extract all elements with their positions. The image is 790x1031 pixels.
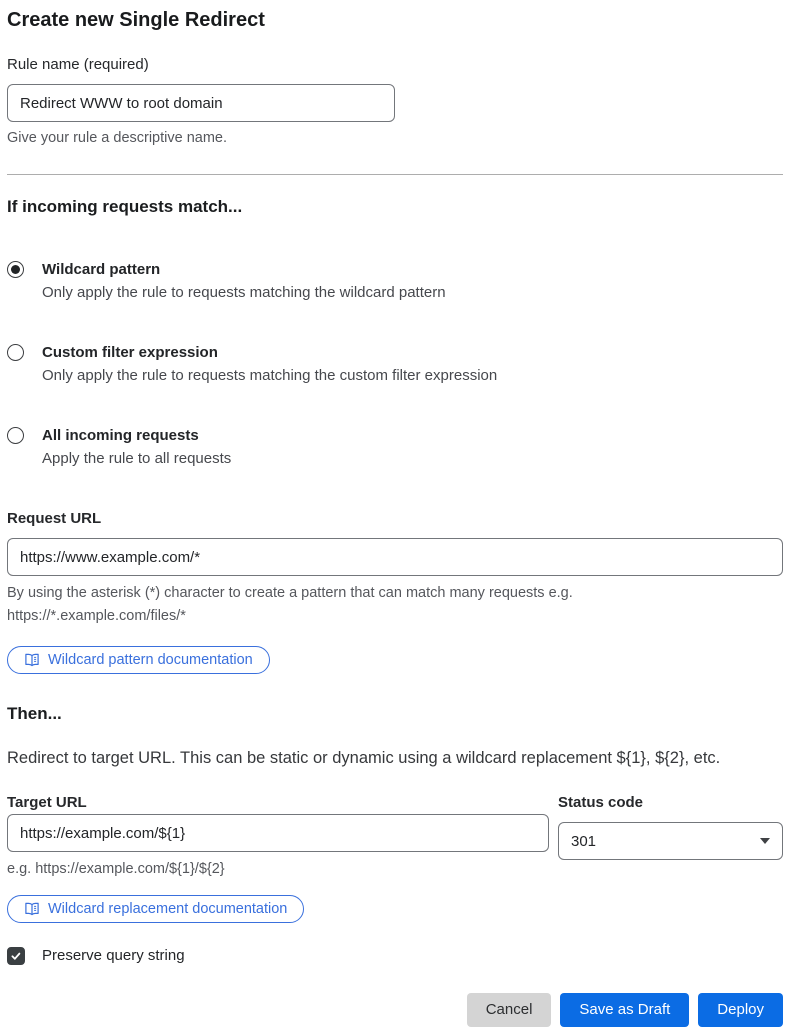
request-url-help xyxy=(7,582,783,628)
status-code-select[interactable] xyxy=(558,822,783,860)
target-url-label: Target URL xyxy=(7,794,87,811)
wildcard-replacement-doc-button[interactable] xyxy=(7,895,304,923)
radio-description: Only apply the rule to requests matching the custom filter expression xyxy=(42,367,498,384)
radio-text xyxy=(42,342,497,387)
status-code-section xyxy=(558,792,783,881)
target-url-input[interactable] xyxy=(7,814,549,852)
form-footer xyxy=(7,993,783,1027)
request-url-label: Request URL xyxy=(7,510,102,527)
request-url-input[interactable] xyxy=(7,538,783,576)
rule-name-help: Give your rule a descriptive name. xyxy=(7,130,228,146)
request-url-help-line2: https://*.example.com/files/* xyxy=(7,608,186,624)
radio-indicator[interactable] xyxy=(7,344,24,361)
rule-name-input[interactable] xyxy=(7,84,395,122)
radio-text xyxy=(42,259,446,304)
target-url-help: e.g. https://example.com/${1}/${2} xyxy=(7,861,225,877)
page-title: Create new Single Redirect xyxy=(7,9,265,31)
wildcard-pattern-doc-button[interactable] xyxy=(7,646,270,674)
target-url-section xyxy=(7,792,549,881)
section-divider xyxy=(7,174,783,175)
radio-description: Only apply the rule to requests matching the wildcard pattern xyxy=(42,284,446,301)
radio-option-wildcard-pattern[interactable] xyxy=(7,259,783,304)
radio-indicator[interactable] xyxy=(7,261,24,278)
cancel-button[interactable]: Cancel xyxy=(467,993,552,1027)
save-as-draft-button[interactable]: Save as Draft xyxy=(560,993,689,1027)
request-url-help-line1: By using the asterisk (*) character to create a pattern that can match many requests e.g. xyxy=(7,585,573,601)
then-description: Redirect to target URL. This can be static or dynamic using a wildcard replacement ${1}, ${2}, etc. xyxy=(7,749,721,767)
preserve-query-label: Preserve query string xyxy=(42,947,185,964)
match-radio-group xyxy=(7,259,783,470)
status-code-label: Status code xyxy=(558,794,644,811)
then-heading: Then... xyxy=(7,704,62,723)
radio-label: All incoming requests xyxy=(42,427,199,444)
radio-label: Wildcard pattern xyxy=(42,261,161,278)
book-icon xyxy=(24,652,40,668)
radio-text xyxy=(42,425,231,470)
radio-indicator[interactable] xyxy=(7,427,24,444)
check-icon xyxy=(10,950,22,962)
chevron-down-icon xyxy=(760,838,770,844)
target-status-row xyxy=(7,792,783,881)
rule-name-label: Rule name (required) xyxy=(7,56,149,73)
book-icon xyxy=(24,901,40,917)
deploy-button[interactable]: Deploy xyxy=(698,993,783,1027)
preserve-query-checkbox[interactable] xyxy=(7,947,25,965)
status-code-value: 301 xyxy=(571,832,597,850)
radio-label: Custom filter expression xyxy=(42,344,218,361)
radio-option-custom-filter[interactable] xyxy=(7,342,783,387)
radio-description: Apply the rule to all requests xyxy=(42,450,232,467)
rule-name-section xyxy=(7,54,783,150)
preserve-query-row xyxy=(7,945,783,967)
doc-button-label: Wildcard pattern documentation xyxy=(48,652,253,668)
doc-button-label: Wildcard replacement documentation xyxy=(48,901,288,917)
match-section-heading: If incoming requests match... xyxy=(7,197,243,216)
request-url-section xyxy=(7,508,783,674)
radio-option-all-requests[interactable] xyxy=(7,425,783,470)
